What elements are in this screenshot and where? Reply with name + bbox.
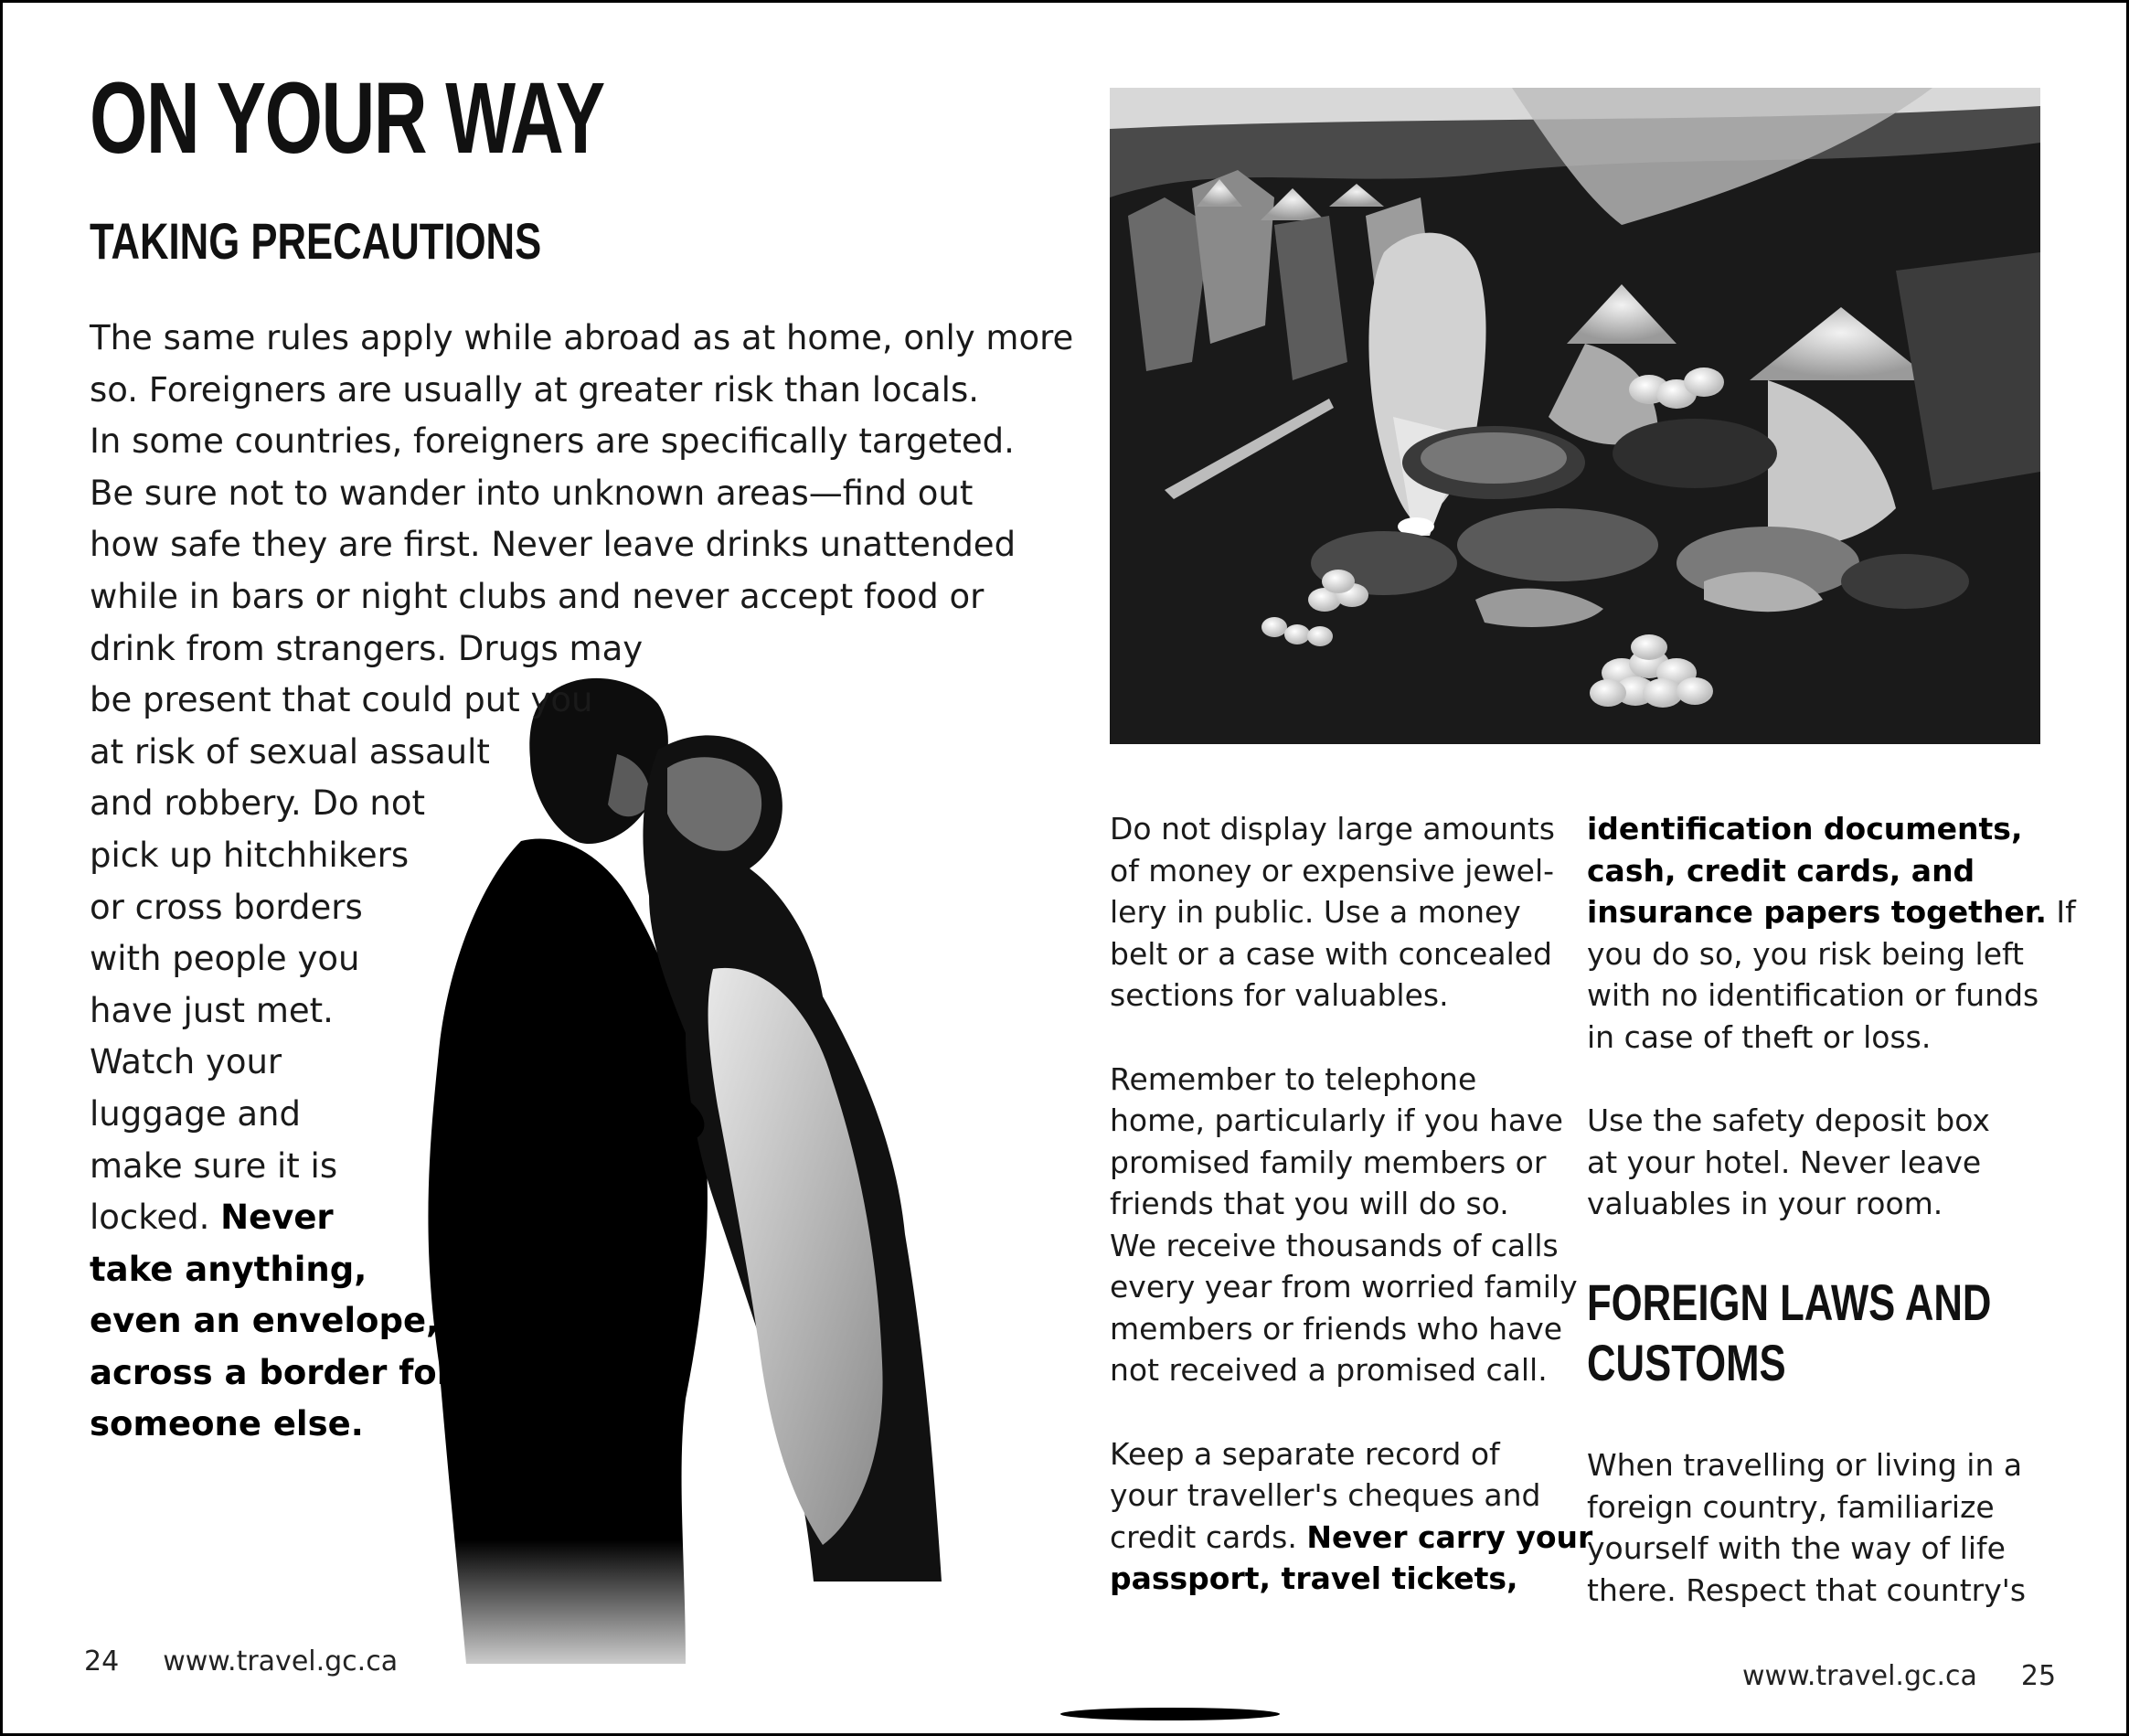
intro-line: and robbery. Do not: [90, 783, 425, 824]
paragraph-foreign-customs: [1587, 1444, 2062, 1611]
text-bold-line: identification documents,: [1587, 811, 2023, 847]
text-line: yourself with the way of life: [1587, 1530, 2006, 1566]
section-heading-taking-precautions: TAKING PRECAUTIONS: [90, 212, 542, 270]
text-line: of money or expensive jewel-: [1110, 852, 1555, 889]
intro-line: have just met.: [90, 990, 334, 1030]
footer-url: www.travel.gc.ca: [163, 1645, 399, 1677]
page-title: ON YOUR WAY: [90, 62, 604, 175]
intro-line: Be sure not to wander into unknown areas—find out: [90, 473, 974, 513]
intro-paragraph: [90, 313, 1074, 1451]
intro-line: or cross borders: [90, 887, 363, 927]
intro-line: with people you: [90, 939, 360, 979]
intro-line: [90, 1192, 1022, 1244]
text-line: members or friends who have: [1110, 1310, 1563, 1347]
intro-bold-text: Never: [220, 1198, 334, 1238]
text-line: with no identification or funds: [1587, 977, 2039, 1013]
text-line: friends that you will do so.: [1110, 1186, 1509, 1221]
text-line: Keep a separate record of: [1110, 1435, 1500, 1472]
text-line: [1110, 1517, 1593, 1559]
text-bold: insurance papers together.: [1587, 894, 2047, 930]
text-line: We receive thousands of calls: [1110, 1227, 1559, 1263]
book-spine-shadow: [1060, 1708, 1280, 1720]
section-heading-foreign-laws: [1587, 1273, 1991, 1393]
text-line: Remember to telephone: [1110, 1060, 1477, 1097]
text-line: valuables in your room.: [1587, 1186, 1943, 1221]
text-line: your traveller's cheques and: [1110, 1477, 1541, 1513]
paragraph-telephone-home: [1110, 1059, 1578, 1391]
intro-line: at risk of sexual assault: [90, 731, 490, 772]
text-line: at your hotel. Never leave: [1587, 1144, 1982, 1180]
text-line: When travelling or living in a: [1587, 1447, 2023, 1483]
intro-line: so. Foreigners are usually at greater risk than locals.: [90, 369, 980, 410]
market-scene-photo: [1110, 88, 2040, 744]
text-line: in case of theft or loss.: [1587, 1018, 1932, 1055]
intro-bold-line: across a border for: [90, 1352, 453, 1392]
footer-left: [84, 1645, 398, 1678]
paragraph-safety-deposit: [1587, 1100, 2044, 1225]
intro-line: Watch your: [90, 1042, 282, 1082]
text-line: home, particularly if you have: [1110, 1102, 1563, 1138]
intro-bold-line: someone else.: [90, 1404, 364, 1444]
text-line: not received a promised call.: [1110, 1352, 1548, 1388]
text-line: sections for valuables.: [1110, 977, 1449, 1013]
paragraph-valuables: [1110, 808, 1567, 1017]
text-line: every year from worried family: [1110, 1269, 1578, 1305]
footer-url: www.travel.gc.ca: [1742, 1660, 1977, 1692]
intro-line: make sure it is: [90, 1145, 338, 1186]
section-heading-line: CUSTOMS: [1587, 1334, 1786, 1391]
text-line: Do not display large amounts: [1110, 811, 1555, 847]
text-line: lery in public. Use a money: [1110, 894, 1521, 930]
text-bold: Never carry your: [1306, 1518, 1593, 1555]
text-line: promised family members or: [1110, 1144, 1547, 1180]
intro-line: drink from strangers. Drugs may: [90, 628, 644, 668]
intro-bold-line: even an envelope,: [90, 1301, 440, 1341]
intro-line: be present that could put you: [90, 680, 593, 720]
intro-line: luggage and: [90, 1093, 301, 1134]
intro-line: In some countries, foreigners are specifically targeted.: [90, 421, 1015, 462]
text-line: there. Respect that country's: [1587, 1571, 2027, 1608]
intro-line: how safe they are first. Never leave drinks unattended: [90, 525, 1017, 565]
text-normal: credit cards.: [1110, 1518, 1297, 1555]
intro-line: The same rules apply while abroad as at home, only more: [90, 318, 1074, 357]
section-heading-line: FOREIGN LAWS AND: [1587, 1273, 1992, 1331]
intro-line: pick up hitchhikers: [90, 835, 410, 875]
text-line: you do so, you risk being left: [1587, 935, 2024, 972]
text-bold-line: passport, travel tickets,: [1110, 1560, 1518, 1596]
text-line: [1587, 891, 2076, 933]
intro-text: locked.: [90, 1198, 210, 1238]
text-line: belt or a case with concealed: [1110, 935, 1552, 972]
paragraph-separate-record: [1110, 1433, 1593, 1600]
text-line: Use the safety deposit box: [1587, 1102, 1990, 1138]
page-number: 24: [84, 1645, 120, 1677]
text-bold-line: cash, credit cards, and: [1587, 852, 1975, 889]
page-number: 25: [2020, 1660, 2057, 1692]
footer-right: [1742, 1660, 2056, 1693]
text-line: foreign country, familiarize: [1587, 1488, 1995, 1525]
intro-line: while in bars or night clubs and never accept food or: [90, 576, 985, 616]
intro-bold-line: take anything,: [90, 1249, 367, 1289]
column-left: [1110, 808, 1593, 1600]
paragraph-documents: [1587, 808, 2076, 1058]
text-normal: If: [2056, 894, 2076, 930]
